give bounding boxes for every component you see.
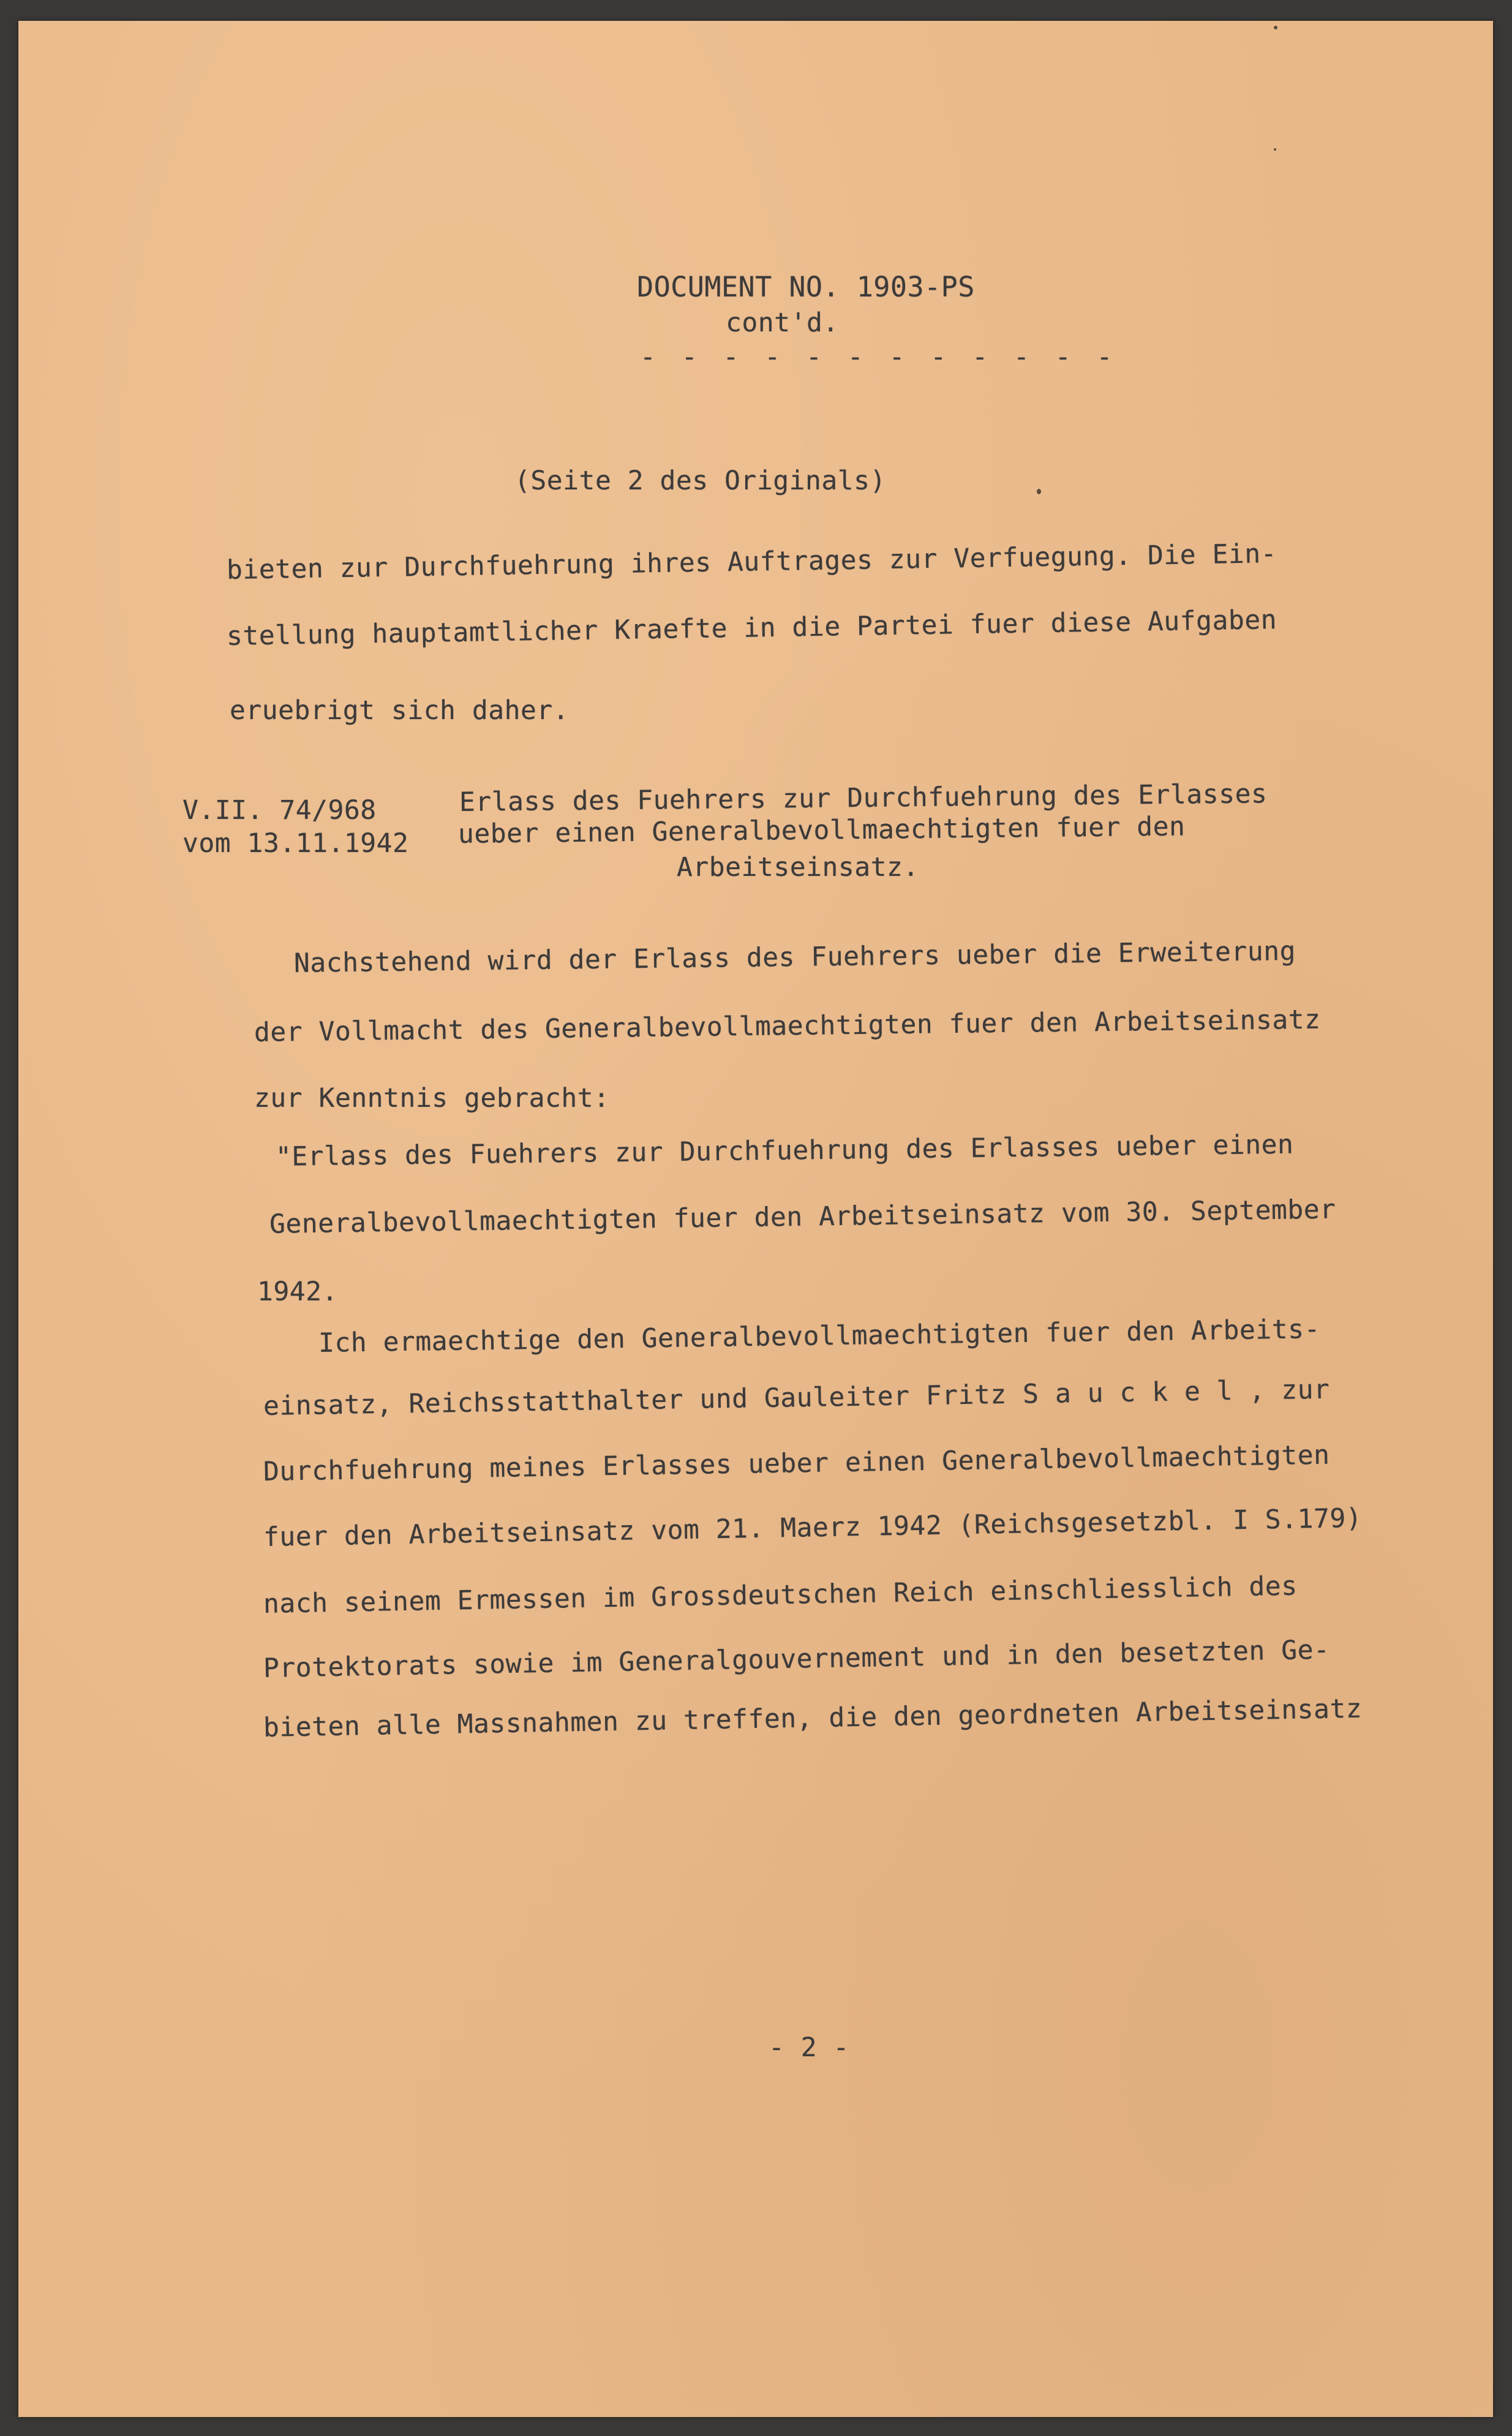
- text-line: Generalbevollmaechtigten fuer den Arbeitseinsatz vom 30. September: [269, 1194, 1336, 1240]
- text-line: 1942.: [257, 1276, 338, 1307]
- decree-heading-line: Arbeitseinsatz.: [677, 852, 919, 883]
- text-line: Nachstehend wird der Erlass des Fuehrers ueber die Erweiterung: [293, 936, 1296, 979]
- decree-number: V.II. 74/968: [182, 795, 377, 826]
- text-line: "Erlass des Fuehrers zur Durchfuehrung des Erlasses ueber einen: [275, 1129, 1294, 1172]
- text-line: Protektorats sowie im Generalgouvernement und in den besetzten Ge-: [263, 1634, 1330, 1684]
- dashed-rule: - - - - - - - - - - - -: [640, 342, 1118, 372]
- text-line: zur Kenntnis gebracht:: [254, 1083, 610, 1114]
- text-line: bieten zur Durchfuehrung ihres Auftrages zur Verfuegung. Die Ein-: [226, 538, 1277, 586]
- decree-heading-line: Erlass des Fuehrers zur Durchfuehrung des Erlasses: [459, 779, 1268, 818]
- text-line: nach seinem Ermessen im Grossdeutschen Reich einschliesslich des: [263, 1571, 1298, 1620]
- paper-speck: [1037, 489, 1041, 494]
- text-line: stellung hauptamtlicher Kraefte in die Partei fuer diese Aufgaben: [226, 605, 1277, 652]
- text-line: der Vollmacht des Generalbevollmaechtigten fuer den Arbeitseinsatz: [254, 1004, 1321, 1048]
- document-title: DOCUMENT NO. 1903-PS: [637, 271, 975, 303]
- paper-speck: [1274, 148, 1276, 151]
- page-number: - 2 -: [769, 2032, 849, 2063]
- paper-speck: [1274, 26, 1277, 29]
- text-line: fuer den Arbeitseinsatz vom 21. Maerz 1942 (Reichsgesetzbl. I S.179): [263, 1503, 1363, 1553]
- text-line: Ich ermaechtige den Generalbevollmaechtigten fuer den Arbeits-: [318, 1314, 1321, 1359]
- continued-label: cont'd.: [726, 307, 839, 338]
- decree-date: vom 13.11.1942: [182, 828, 409, 859]
- text-line: eruebrigt sich daher.: [230, 695, 570, 726]
- decree-heading-line: ueber einen Generalbevollmaechtigten fuer den: [457, 811, 1186, 850]
- text-line: bieten alle Massnahmen zu treffen, die den geordneten Arbeitseinsatz: [263, 1693, 1363, 1743]
- document-page: [18, 21, 1493, 2417]
- original-page-reference: (Seite 2 des Originals): [514, 466, 886, 496]
- text-line: Durchfuehrung meines Erlasses ueber einen Generalbevollmaechtigten: [263, 1439, 1330, 1487]
- text-line: einsatz, Reichsstatthalter und Gauleiter Fritz S a u c k e l , zur: [263, 1374, 1330, 1422]
